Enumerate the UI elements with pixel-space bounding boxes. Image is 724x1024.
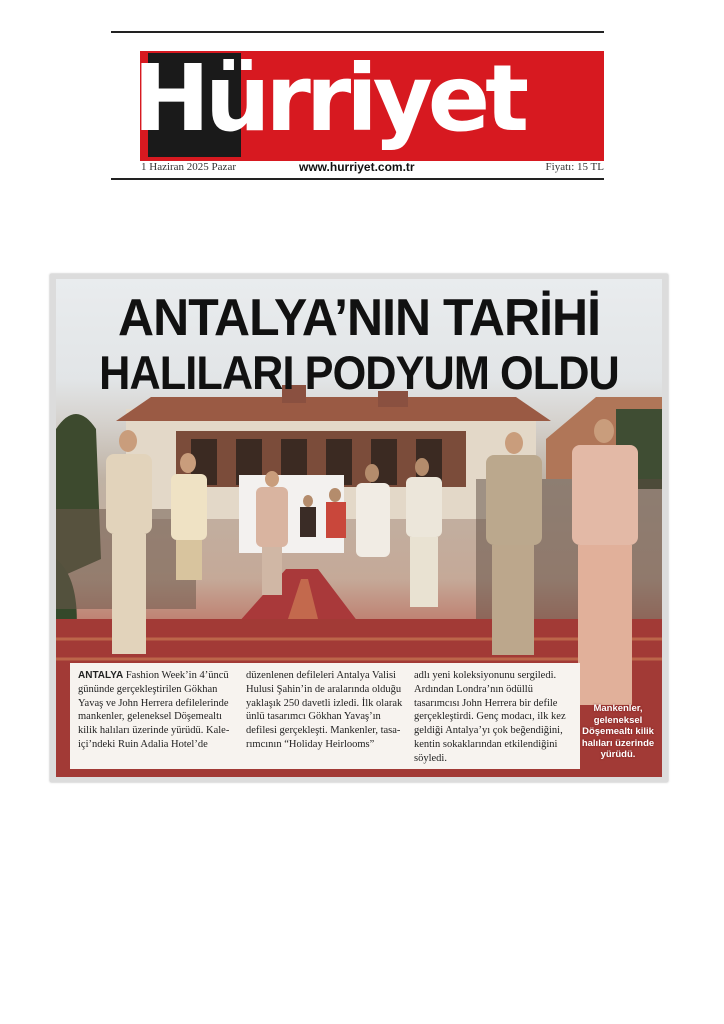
article-headline — [56, 289, 662, 399]
masthead-top-rule — [111, 31, 604, 33]
issue-price: Fiyatı: 15 TL — [545, 161, 604, 173]
body-text: Fashion Week’in 4’üncü gününde gerçekleştirilen Gökhan Yavaş ve John Herrera defilelerinde mankenler, geleneksel Döşemealtı kilik halıları üzerinde yürüdü. Kaleiçi’ndeki Ruin Adalia Hotel’de — [78, 670, 230, 750]
masthead-bottom-rule — [111, 178, 604, 180]
photo-caption: Mankenler, geleneksel Döşemealtı kilik halıları üzerinde yürüdü. — [581, 703, 655, 760]
dateline: ANTALYA — [78, 670, 124, 681]
news-clipping — [50, 274, 668, 782]
fashion-show-photo — [56, 279, 662, 777]
headline-line-2: HALILARI PODYUM OLDU — [99, 346, 619, 399]
tile-roof — [116, 397, 551, 421]
headline-line-1: ANTALYA’NIN TARİHİ — [118, 289, 600, 347]
newspaper-masthead — [111, 31, 604, 181]
body-column-3: adlı yeni koleksiyonunu sergiledi. Ardından Londra’nın ödüllü tasarımcısı John Herrera bir defile gerçekleştirdi. Genç modacı, ilk kez geldiği Antalya’yı çok beğendiğini, kentin sokaklarından etkilendiğini söyledi. — [414, 670, 566, 764]
issue-date: 1 Haziran 2025 Pazar — [141, 161, 236, 173]
newspaper-logo: Hürriyet — [133, 45, 525, 152]
body-column-2: düzenlenen defileleri Antalya Valisi Hulusi Şahin’in de aralarında olduğu yaklaşık 250 davetli izledi. İlk olarak ünlü tasarımcı Gökhan Yavaş’ın defilesi gerçekleşti. Mankenler, tasarımcının “Holiday Heirlooms” — [246, 670, 403, 750]
body-column-1 — [78, 669, 236, 752]
website-url: www.hurriyet.com.tr — [299, 160, 415, 174]
article-body-box — [70, 663, 580, 769]
masthead-info-bar — [111, 159, 604, 175]
